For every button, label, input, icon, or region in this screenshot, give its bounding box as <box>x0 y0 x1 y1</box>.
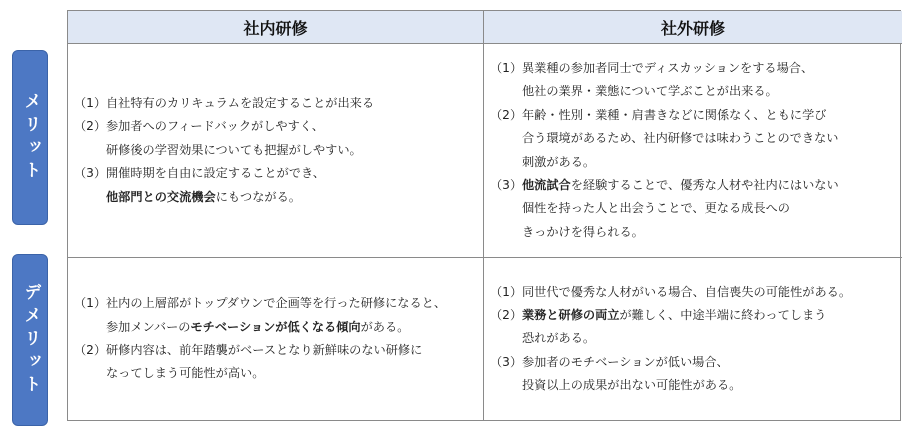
list-item: （2）研修内容は、前年踏襲がベースとなり新鮮味のない研修に <box>74 343 423 357</box>
list-item-continuation: 他部門との交流機会にもつながる。 <box>106 189 301 204</box>
emphasis-text: モチベーションが低くなる傾向 <box>190 319 361 334</box>
list-item-continuation: 他社の業界・業態について学ぶことが出来る。 <box>522 84 778 99</box>
cell-demerit-external <box>484 258 902 420</box>
list-item-continuation: 参加メンバーのモチベーションが低くなる傾向がある。 <box>106 319 410 334</box>
cell-merit-external <box>484 44 902 258</box>
list-item-continuation: 刺激がある。 <box>522 154 596 169</box>
demerit-label-text: デメリット <box>20 282 41 398</box>
list-item: （2）業務と研修の両立が難しく、中途半端に終わってしまう <box>490 307 827 322</box>
list-item: （1）自社特有のカリキュラムを設定することが出来る <box>74 96 375 111</box>
emphasis-text: 他部門との交流機会 <box>106 189 216 204</box>
list-item: （1）社内の上層部がトップダウンで企画等を行った研修になると、 <box>74 296 447 311</box>
list-item: （1）異業種の参加者同士でディスカッションをする場合、 <box>490 60 814 75</box>
header-external-text: 社外研修 <box>660 18 725 38</box>
list-item-continuation: きっかけを得られる。 <box>522 224 644 239</box>
emphasis-text: 業務と研修の両立 <box>522 307 620 322</box>
list-item-continuation: 合う環境があるため、社内研修では味わうことのできない <box>522 131 839 146</box>
merit-row-label <box>12 50 48 225</box>
list-item-continuation: なってしまう可能性が高い。 <box>106 366 265 381</box>
list-item-continuation: 研修後の学習効果についても把握がしやすい。 <box>106 142 362 157</box>
list-item: （3）参加者のモチベーションが低い場合、 <box>490 354 729 369</box>
cell-merit-internal <box>68 44 484 258</box>
list-item: （3）他流試合を経験することで、優秀な人材や社内にはいない <box>490 177 839 192</box>
list-item-continuation: 個性を持った人と出会うことで、更なる成長への <box>522 201 790 216</box>
list-item: （2）年齢・性別・業種・肩書きなどに関係なく、ともに学び <box>490 107 827 122</box>
header-internal-training <box>68 11 484 44</box>
cell-demerit-internal <box>68 258 484 420</box>
comparison-table <box>67 10 901 421</box>
list-item-continuation: 投資以上の成果が出ない可能性がある。 <box>522 378 742 393</box>
demerit-row-label <box>12 254 48 426</box>
emphasis-text: 他流試合 <box>522 177 571 192</box>
list-item-continuation: 恐れがある。 <box>522 331 596 346</box>
list-item: （3）開催時期を自由に設定することができ、 <box>74 166 325 181</box>
list-item: （1）同世代で優秀な人材がいる場合、自信喪失の可能性がある。 <box>490 284 852 299</box>
merit-label-text: メリット <box>20 91 41 184</box>
header-internal-text: 社内研修 <box>243 18 308 38</box>
list-item: （2）参加者へのフィードバックがしやすく、 <box>74 119 324 134</box>
header-external-training <box>484 11 902 44</box>
